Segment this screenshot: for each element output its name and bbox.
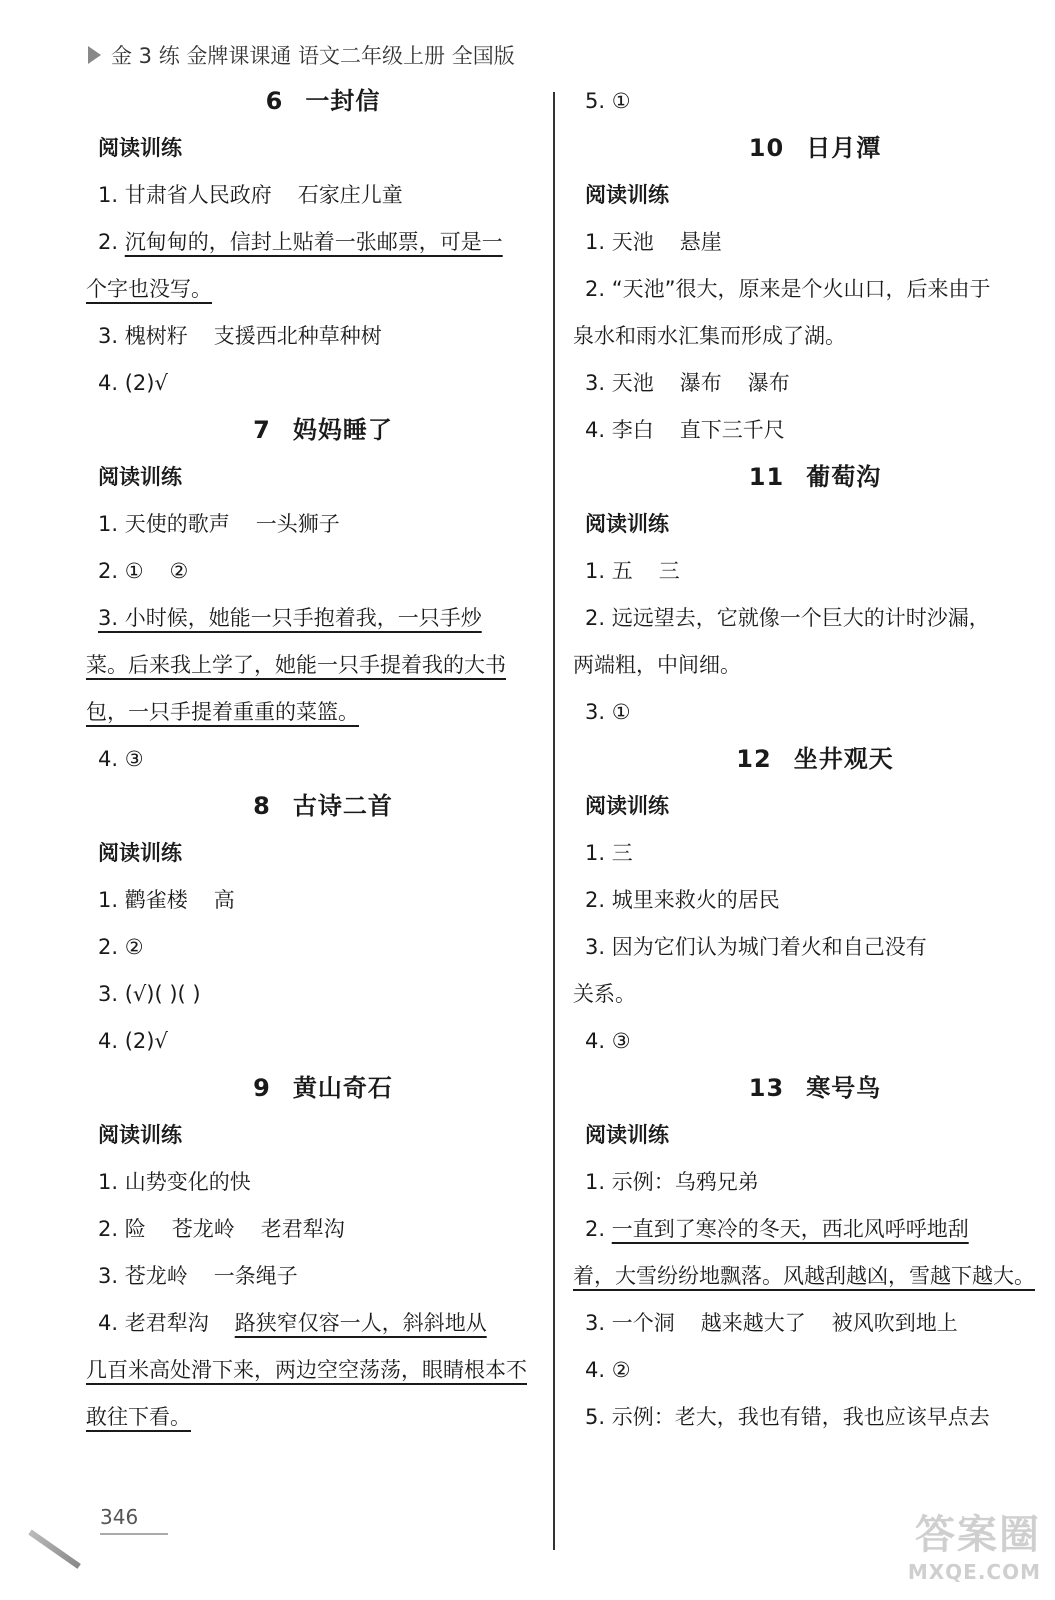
answer-text: 4. ③ bbox=[98, 747, 144, 771]
underlined-answer: 个字也没写。 bbox=[86, 277, 212, 301]
answer-line bbox=[585, 78, 1045, 125]
answer-line bbox=[98, 1206, 548, 1253]
answer-line bbox=[86, 1394, 548, 1441]
answer-text: 3. 因为它们认为城门着火和自己没有 bbox=[585, 935, 927, 959]
answer-text: 3. 苍龙岭 bbox=[98, 1264, 188, 1288]
answer-line bbox=[98, 172, 548, 219]
answer-text: 被风吹到地上 bbox=[831, 1311, 958, 1335]
answer-text: 1. 鹳雀楼 bbox=[98, 888, 188, 912]
answer-text: 泉水和雨水汇集而形成了湖。 bbox=[573, 324, 846, 348]
answer-line bbox=[585, 595, 1045, 642]
answer-line bbox=[98, 1018, 548, 1065]
answer-line bbox=[98, 877, 548, 924]
answer-text: 4. ③ bbox=[585, 1029, 631, 1053]
column-divider bbox=[553, 92, 555, 1550]
answer-line bbox=[585, 1206, 1045, 1253]
answer-text: 2. bbox=[98, 230, 125, 254]
lesson-number: 8 bbox=[253, 792, 271, 820]
header-text: 金 3 练 金牌课课通 语文二年级上册 全国版 bbox=[111, 44, 515, 68]
answer-text: 1. 示例：乌鸦兄弟 bbox=[585, 1170, 759, 1194]
lesson-number: 9 bbox=[253, 1074, 271, 1102]
answer-line bbox=[86, 689, 548, 736]
underlined-answer: 一直到了寒冷的冬天，西北风呼呼地刮 bbox=[611, 1217, 969, 1241]
answer-line bbox=[585, 1159, 1045, 1206]
answer-text: 2. ① bbox=[98, 559, 144, 583]
watermark bbox=[908, 1503, 1041, 1584]
section-heading: 阅读训练 bbox=[98, 1123, 182, 1147]
answer-text: 3. 天池 bbox=[585, 371, 654, 395]
lesson-name: 日月潭 bbox=[806, 134, 882, 162]
underlined-answer: 包，一只手提着重重的菜篮。 bbox=[86, 700, 359, 724]
section-heading: 阅读训练 bbox=[585, 183, 669, 207]
answer-text: 2. “天池”很大，原来是个火山口，后来由于 bbox=[585, 277, 991, 301]
underlined-answer: 敢往下看。 bbox=[86, 1405, 191, 1429]
answer-text: 2. 城里来救火的居民 bbox=[585, 888, 780, 912]
lesson-title bbox=[98, 407, 548, 454]
answer-line bbox=[86, 642, 548, 689]
answer-text: 3. (√)( )( ) bbox=[98, 982, 201, 1006]
answer-line bbox=[585, 1018, 1045, 1065]
answer-text: 直下三千尺 bbox=[679, 418, 785, 442]
answer-line bbox=[98, 1300, 548, 1347]
answer-line bbox=[585, 689, 1045, 736]
answer-line bbox=[98, 1253, 548, 1300]
answer-text: 石家庄儿童 bbox=[297, 183, 403, 207]
underlined-answer: 3. 小时候，她能一只手抱着我，一只手炒 bbox=[98, 606, 482, 630]
watermark-url: MXQE.COM bbox=[907, 1560, 1041, 1584]
lesson-title bbox=[585, 125, 1045, 172]
lesson-number: 11 bbox=[748, 463, 785, 491]
section-heading: 阅读训练 bbox=[585, 512, 669, 536]
answer-text: 4. (2)√ bbox=[98, 1029, 168, 1053]
answer-text: 两端粗，中间细。 bbox=[573, 653, 741, 677]
answer-text: 5. ① bbox=[585, 89, 631, 113]
pencil-icon bbox=[28, 1530, 81, 1569]
underlined-answer: 路狭窄仅容一人，斜斜地从 bbox=[234, 1311, 487, 1335]
answer-text: 5. 示例：老大，我也有错，我也应该早点去 bbox=[585, 1405, 990, 1429]
underlined-answer: 菜。后来我上学了，她能一只手提着我的大书 bbox=[86, 653, 506, 677]
answer-text: 3. ① bbox=[585, 700, 631, 724]
answer-line bbox=[98, 313, 548, 360]
answer-line bbox=[585, 360, 1045, 407]
answer-text: 2. bbox=[585, 1217, 612, 1241]
answer-line bbox=[573, 642, 1045, 689]
answer-text: 2. 险 bbox=[98, 1217, 146, 1241]
page-footer bbox=[30, 1505, 168, 1535]
lesson-title bbox=[98, 78, 548, 125]
answer-text: 关系。 bbox=[573, 982, 636, 1006]
lesson-title bbox=[98, 783, 548, 830]
answer-line bbox=[585, 1347, 1045, 1394]
answer-line bbox=[98, 736, 548, 783]
answer-text: 1. 三 bbox=[585, 841, 633, 865]
lesson-name: 坐井观天 bbox=[793, 745, 894, 773]
watermark-logo-text: 答案圈 bbox=[915, 1512, 1041, 1558]
answer-text: 4. 老君犁沟 bbox=[98, 1311, 209, 1335]
answer-line bbox=[585, 830, 1045, 877]
answer-line bbox=[98, 360, 548, 407]
answer-text: 三 bbox=[658, 559, 680, 583]
answer-text: 苍龙岭 bbox=[171, 1217, 235, 1241]
answer-line bbox=[585, 1394, 1045, 1441]
lesson-name: 黄山奇石 bbox=[292, 1074, 393, 1102]
answer-line bbox=[585, 924, 1045, 971]
answer-text: 2. 远远望去，它就像一个巨大的计时沙漏， bbox=[585, 606, 990, 630]
lesson-number: 12 bbox=[736, 745, 772, 773]
lesson-title bbox=[585, 736, 1045, 783]
lesson-title bbox=[98, 1065, 548, 1112]
lesson-name: 妈妈睡了 bbox=[292, 416, 393, 444]
answer-line bbox=[585, 407, 1045, 454]
answer-line bbox=[585, 548, 1045, 595]
answer-text: 越来越大了 bbox=[700, 1311, 806, 1335]
answer-text: 瀑布 bbox=[679, 371, 722, 395]
running-header bbox=[88, 40, 515, 70]
answer-text: 1. 甘肃省人民政府 bbox=[98, 183, 272, 207]
answer-line bbox=[573, 313, 1045, 360]
answer-text: 1. 山势变化的快 bbox=[98, 1170, 251, 1194]
answer-text: 一头狮子 bbox=[255, 512, 340, 536]
section-heading: 阅读训练 bbox=[585, 794, 669, 818]
answer-text: 一条绳子 bbox=[213, 1264, 298, 1288]
lesson-number: 6 bbox=[265, 87, 284, 115]
page-number: 346 bbox=[100, 1505, 168, 1535]
answer-text: 高 bbox=[213, 888, 235, 912]
answer-line bbox=[573, 1253, 1045, 1300]
answer-line bbox=[585, 877, 1045, 924]
answer-text: ② bbox=[169, 559, 189, 583]
answer-line bbox=[98, 924, 548, 971]
section-heading: 阅读训练 bbox=[585, 1123, 669, 1147]
answer-text: 1. 天使的歌声 bbox=[98, 512, 230, 536]
lesson-title bbox=[585, 1065, 1045, 1112]
left-column bbox=[86, 78, 548, 1441]
answer-text: 瀑布 bbox=[747, 371, 790, 395]
answer-text: 1. 天池 bbox=[585, 230, 654, 254]
lesson-title bbox=[585, 454, 1045, 501]
lesson-name: 葡萄沟 bbox=[806, 463, 882, 491]
right-column bbox=[573, 78, 1045, 1441]
answer-text: 4. ② bbox=[585, 1358, 631, 1382]
answer-line bbox=[86, 266, 548, 313]
answer-text: 4. (2)√ bbox=[98, 371, 168, 395]
answer-text: 3. 槐树籽 bbox=[98, 324, 188, 348]
answer-line bbox=[98, 548, 548, 595]
section-heading: 阅读训练 bbox=[98, 841, 182, 865]
answer-text: 悬崖 bbox=[679, 230, 722, 254]
answer-line bbox=[585, 219, 1045, 266]
answer-text: 2. ② bbox=[98, 935, 144, 959]
lesson-number: 7 bbox=[253, 416, 271, 444]
answer-text: 4. 李白 bbox=[585, 418, 654, 442]
lesson-number: 13 bbox=[748, 1074, 785, 1102]
answer-line bbox=[585, 1300, 1045, 1347]
answer-line bbox=[86, 1347, 548, 1394]
lesson-name: 古诗二首 bbox=[292, 792, 393, 820]
answer-line bbox=[98, 501, 548, 548]
answer-line bbox=[98, 219, 548, 266]
section-heading: 阅读训练 bbox=[98, 136, 182, 160]
answer-line bbox=[98, 971, 548, 1018]
answer-text: 支援西北种草种树 bbox=[213, 324, 382, 348]
underlined-answer: 着，大雪纷纷地飘落。风越刮越凶，雪越下越大。 bbox=[573, 1264, 1035, 1288]
answer-line bbox=[585, 266, 1045, 313]
answer-text: 老君犁沟 bbox=[260, 1217, 345, 1241]
answer-line bbox=[98, 1159, 548, 1206]
lesson-name: 寒号鸟 bbox=[806, 1074, 882, 1102]
underlined-answer: 沉甸甸的，信封上贴着一张邮票，可是一 bbox=[124, 230, 503, 254]
lesson-name: 一封信 bbox=[305, 87, 381, 115]
section-heading: 阅读训练 bbox=[98, 465, 182, 489]
underlined-answer: 几百米高处滑下来，两边空空荡荡，眼睛根本不 bbox=[86, 1358, 527, 1382]
lesson-number: 10 bbox=[748, 134, 785, 162]
answer-text: 1. 五 bbox=[585, 559, 633, 583]
answer-line bbox=[98, 595, 548, 642]
play-triangle-icon bbox=[88, 46, 101, 64]
answer-line bbox=[573, 971, 1045, 1018]
answer-text: 3. 一个洞 bbox=[585, 1311, 675, 1335]
